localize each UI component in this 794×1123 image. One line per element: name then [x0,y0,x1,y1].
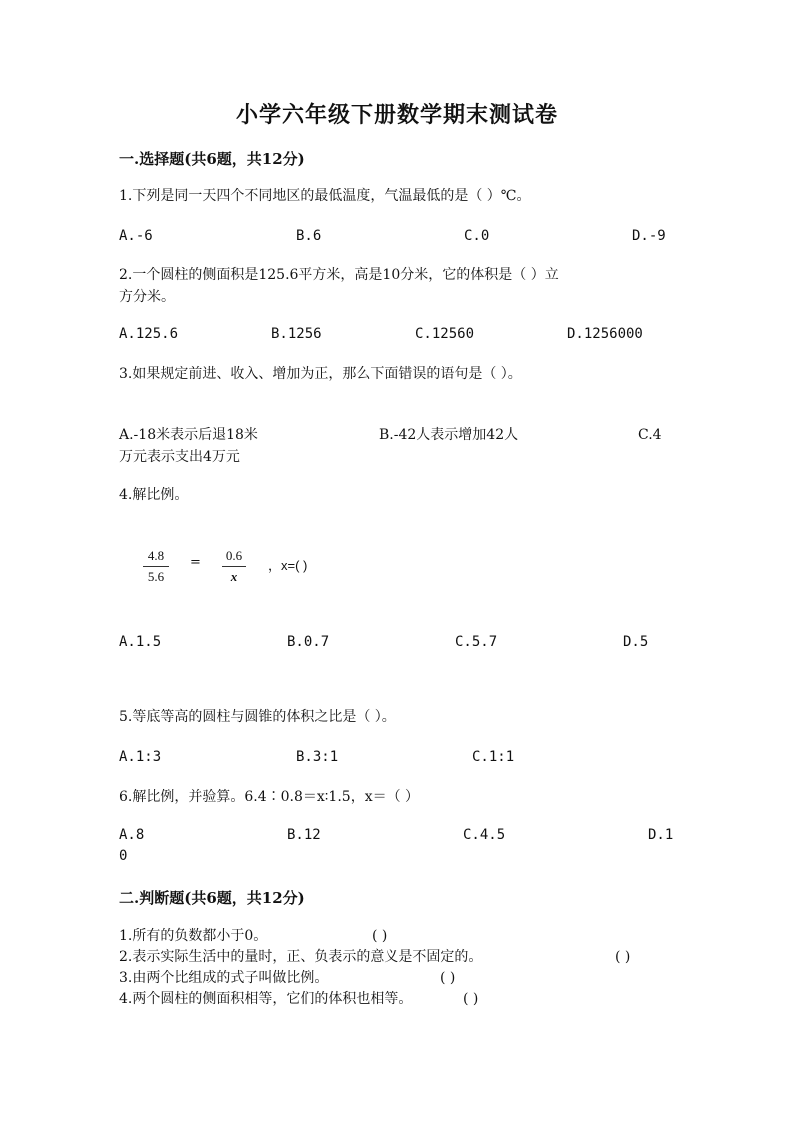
judgement-item-4-paren: ( ) [463,991,479,1007]
q3-option-a: A.-18米表示后退18米 [119,427,258,443]
question-2-line2: 方分米。 [119,289,175,305]
judgement-item-4: 4.两个圆柱的侧面积相等，它们的体积也相等。 [119,991,413,1007]
question-3-text: 3.如果规定前进、收入、增加为正，那么下面错误的语句是（ ）。 [119,366,522,382]
q4-option-c: C.5.7 [455,634,498,650]
judgement-item-1: 1.所有的负数都小于0。 [119,928,268,944]
section-heading-choice: 一.选择题(共6题，共12分) [119,150,305,168]
left-denominator: 5.6 [147,569,165,584]
right-denominator: x [230,569,238,584]
question-6-text: 6.解比例，并验算。6.4∶0.8＝x∶1.5，x＝（ ） [119,789,420,805]
judgement-item-2: 2.表示实际生活中的量时，正、负表示的意义是不固定的。 [119,949,483,965]
q3-option-c-continued: 万元表示支出4万元 [119,449,240,465]
q5-option-b: B.3:1 [296,749,339,765]
q2-option-d: D.1256000 [567,326,643,342]
q6-option-a: A.8 [119,827,145,843]
q6-option-d-continued: 0 [119,848,128,864]
page-title: 小学六年级下册数学期末测试卷 [235,102,558,128]
right-fraction [222,548,246,585]
section-heading-judgement: 二.判断题(共6题，共12分) [119,889,305,907]
q5-option-a: A.1:3 [119,749,162,765]
q6-option-c: C.4.5 [463,827,506,843]
question-2-line1: 2.一个圆柱的侧面积是125.6平方米，高是10分米，它的体积是（ ）立 [119,267,559,283]
q3-option-b: B.-42人表示增加42人 [379,427,519,443]
q1-option-c: C.0 [464,228,490,244]
q2-option-c: C.12560 [415,326,475,342]
q4-option-b: B.0.7 [287,634,330,650]
left-numerator: 4.8 [147,548,165,563]
equals-sign: = [190,555,201,570]
q1-option-a: A.-6 [119,228,153,244]
q3-option-c: C.4 [638,427,662,443]
judgement-item-2-paren: ( ) [615,949,631,965]
q1-option-b: B.6 [296,228,322,244]
question-1-text: 1.下列是同一天四个不同地区的最低温度，气温最低的是（ ）℃。 [119,188,531,204]
right-numerator: 0.6 [225,548,243,563]
q2-option-b: B.1256 [271,326,322,342]
answer-blank: ，x=( ) [268,558,308,573]
judgement-item-3: 3.由两个比组成的式子叫做比例。 [119,970,329,986]
question-5-text: 5.等底等高的圆柱与圆锥的体积之比是（ ）。 [119,709,396,725]
question-4-text: 4.解比例。 [119,487,189,503]
q6-option-d: D.1 [648,827,674,843]
q6-option-b: B.12 [287,827,321,843]
q4-option-a: A.1.5 [119,634,162,650]
q2-option-a: A.125.6 [119,326,179,342]
judgement-item-1-paren: ( ) [372,928,388,944]
q1-option-d: D.-9 [632,228,666,244]
q4-option-d: D.5 [623,634,649,650]
left-fraction [143,548,169,585]
judgement-item-3-paren: ( ) [440,970,456,986]
q5-option-c: C.1:1 [472,749,515,765]
